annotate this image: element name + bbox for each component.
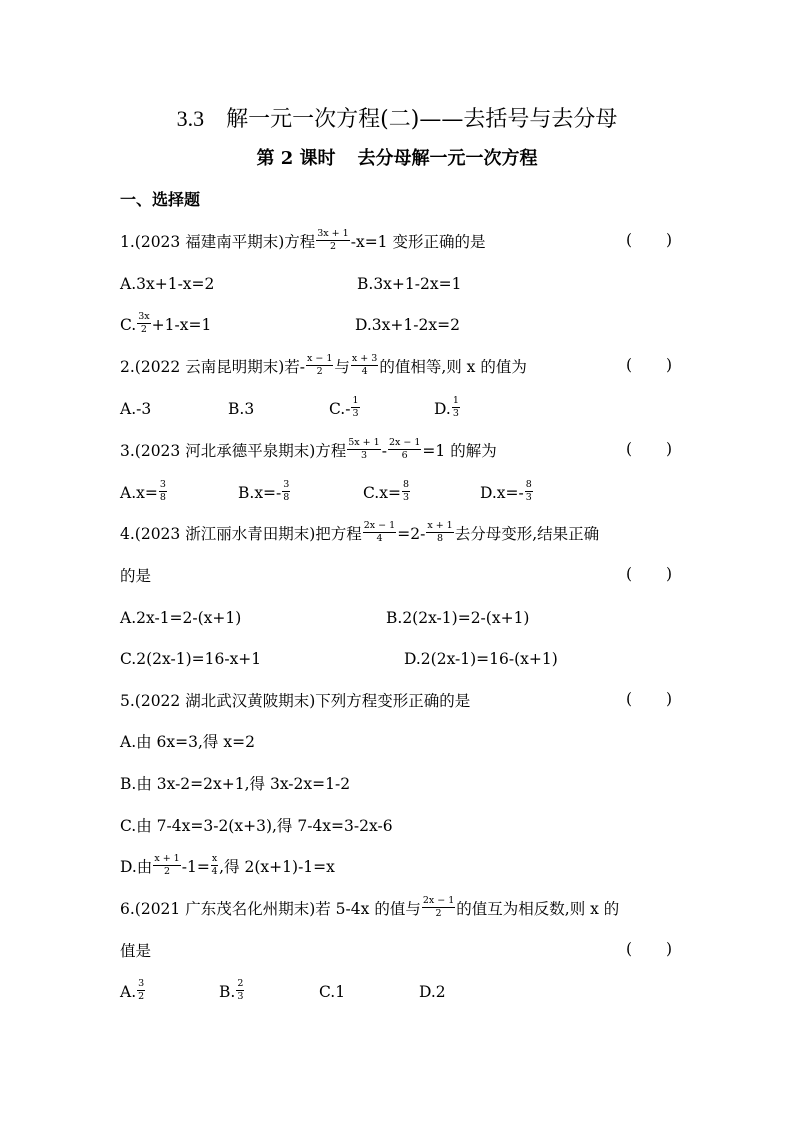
subtitle-lesson: 第 2 课时	[256, 148, 336, 169]
question-4-option-a: A.2x-1=2-(x+1)	[120, 609, 242, 627]
fraction: $\frac{2x - 1}{6}$	[388, 436, 421, 461]
title-number: 3.3	[176, 106, 205, 131]
question-4-option-d: D.2(2x-1)=16-(x+1)	[404, 650, 558, 668]
answer-bracket: ( )	[626, 440, 672, 458]
fraction: $\frac{8}{3}$	[402, 478, 410, 503]
question-3-option-d: D.x=- $\frac{8}{3}$	[480, 478, 532, 503]
fraction: $\frac{x + 1}{8}$	[427, 519, 453, 544]
fraction: $\frac{3}{8}$	[283, 478, 290, 503]
fraction: $\frac{8}{3}$	[525, 478, 532, 503]
question-1-option-d: D.3x+1-2x=2	[355, 316, 460, 334]
question-1-stem: 1.(2023 福建南平期末)方程 $\frac{3x + 1}{2}$ -x=1 变形正确的是	[120, 227, 486, 252]
question-6-option-c: C.1	[319, 983, 346, 1001]
fraction: $\frac{1}{3}$	[352, 394, 359, 419]
question-4-option-c: C.2(2x-1)=16-x+1	[120, 650, 262, 668]
question-6-stem-line2: 值是	[120, 942, 152, 960]
subtitle-topic: 去分母解一元一次方程	[357, 148, 538, 169]
question-6-option-a: A. $\frac{3}{2}$	[120, 977, 145, 1002]
question-3-option-a: A.x= $\frac{3}{8}$	[120, 478, 166, 503]
question-2-option-c: C.- $\frac{1}{3}$	[329, 394, 359, 419]
answer-bracket: ( )	[626, 356, 672, 374]
title-text: 解一元一次方程(二)——去括号与去分母	[226, 107, 618, 132]
question-1-option-b: B.3x+1-2x=1	[357, 275, 462, 293]
question-4-stem: 4.(2023 浙江丽水青田期末)把方程 $\frac{2x - 1}{4}$ =2- $\frac{x + 1}{8}$ 去分母变形,结果正确	[120, 519, 600, 544]
question-3-option-c: C.x= $\frac{8}{3}$	[363, 478, 410, 503]
question-5-option-b: B.由 3x-2=2x+1,得 3x-2x=1-2	[120, 775, 351, 793]
question-6-stem: 6.(2021 广东茂名化州期末)若 5-4x 的值与 $\frac{2x - 1}{2}$ 的值互为相反数,则 x 的	[120, 894, 620, 919]
question-5-stem: 5.(2022 湖北武汉黄陂期末)下列方程变形正确的是	[120, 692, 471, 710]
question-2-option-b: B.3	[228, 400, 255, 418]
fraction: $\frac{2x - 1}{2}$	[422, 894, 455, 919]
question-6-option-d: D.2	[419, 983, 446, 1001]
question-3-stem: 3.(2023 河北承德平泉期末)方程 $\frac{5x + 1}{3}$ - $\frac{2x - 1}{6}$ =1 的解为	[120, 436, 497, 461]
answer-bracket: ( )	[626, 940, 672, 958]
fraction: $\frac{3}{8}$	[159, 478, 166, 503]
fraction: $\frac{x + 1}{2}$	[154, 852, 180, 877]
question-1-option-c: C. $\frac{3x}{2}$ +1-x=1	[120, 310, 212, 335]
fraction: $\frac{x}{4}$	[211, 852, 218, 877]
question-4-stem-line2: 的是	[120, 567, 152, 585]
question-5-option-c: C.由 7-4x=3-2(x+3),得 7-4x=3-2x-6	[120, 817, 393, 835]
question-3-option-b: B.x=- $\frac{3}{8}$	[238, 478, 290, 503]
fraction: $\frac{1}{3}$	[452, 394, 459, 419]
question-6-option-b: B. $\frac{2}{3}$	[219, 977, 244, 1002]
fraction: $\frac{3x}{2}$	[138, 310, 150, 335]
fraction: $\frac{2x - 1}{4}$	[363, 519, 396, 544]
section-heading: 一、选择题	[120, 190, 201, 209]
page-subtitle	[0, 146, 794, 172]
fraction: $\frac{x - 1}{2}$	[307, 352, 333, 377]
fraction: $\frac{3}{2}$	[138, 977, 145, 1002]
fraction: $\frac{3x + 1}{2}$	[317, 227, 349, 252]
question-5-option-d: D.由 $\frac{x + 1}{2}$ -1= $\frac{x}{4}$ ,得 2(x+1)-1=x	[120, 852, 335, 877]
page-title	[0, 104, 794, 135]
question-1-option-a: A.3x+1-x=2	[120, 275, 215, 293]
question-2-option-a: A.-3	[120, 400, 152, 418]
question-5-option-a: A.由 6x=3,得 x=2	[120, 733, 255, 751]
answer-bracket: ( )	[626, 231, 672, 249]
answer-bracket: ( )	[626, 690, 672, 708]
question-4-option-b: B.2(2x-1)=2-(x+1)	[386, 609, 530, 627]
question-2-option-d: D. $\frac{1}{3}$	[434, 394, 459, 419]
question-2-stem: 2.(2022 云南昆明期末)若- $\frac{x - 1}{2}$ 与 $\frac{x + 3}{4}$ 的值相等,则 x 的值为	[120, 352, 527, 377]
answer-bracket: ( )	[626, 565, 672, 583]
fraction: $\frac{5x + 1}{3}$	[348, 436, 380, 461]
fraction: $\frac{2}{3}$	[237, 977, 244, 1002]
fraction: $\frac{x + 3}{4}$	[351, 352, 378, 377]
